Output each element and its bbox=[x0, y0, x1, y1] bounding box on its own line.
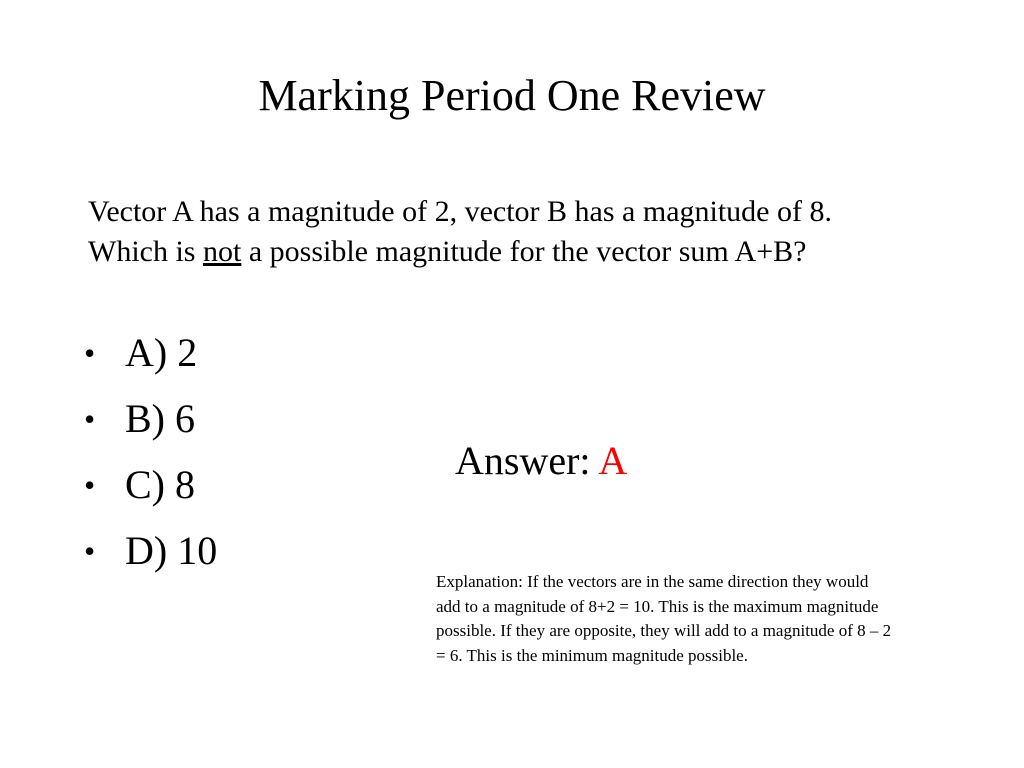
option-a-label: A) 2 bbox=[125, 330, 198, 375]
question-emphasis-not: not bbox=[202, 235, 242, 268]
question-text bbox=[88, 192, 968, 272]
answer-options-list bbox=[84, 327, 217, 591]
question-line-2 bbox=[88, 232, 968, 272]
slide-title: Marking Period One Review bbox=[258, 71, 766, 120]
answer-letter: A bbox=[598, 438, 628, 483]
question-line-2-end: a possible magnitude for the vector sum A+B? bbox=[241, 235, 807, 268]
option-c bbox=[84, 459, 217, 525]
explanation-line-2: add to a magnitude of 8+2 = 10. This is the maximum magnitude bbox=[436, 596, 879, 616]
explanation-line-4: = 6. This is the minimum magnitude possible. bbox=[436, 645, 748, 665]
option-d bbox=[84, 525, 217, 591]
explanation-text bbox=[436, 570, 984, 668]
bullet-icon: • bbox=[84, 533, 96, 569]
question-line-2-start: Which is bbox=[88, 235, 203, 268]
explanation-line-1: Explanation: If the vectors are in the same direction they would bbox=[436, 572, 869, 591]
option-d-label: D) 10 bbox=[125, 528, 218, 573]
answer-prefix: Answer: bbox=[455, 438, 599, 483]
bullet-icon: • bbox=[84, 335, 96, 371]
option-c-label: C) 8 bbox=[125, 462, 195, 507]
option-a bbox=[84, 327, 217, 393]
bullet-icon: • bbox=[84, 467, 96, 503]
question-line-1: Vector A has a magnitude of 2, vector B has a magnitude of 8. bbox=[88, 195, 832, 228]
bullet-icon: • bbox=[84, 401, 96, 437]
option-b bbox=[84, 393, 217, 459]
option-b-label: B) 6 bbox=[125, 396, 195, 441]
explanation-line-3: possible. If they are opposite, they will add to a magnitude of 8 – 2 bbox=[436, 621, 892, 640]
answer bbox=[455, 435, 627, 487]
